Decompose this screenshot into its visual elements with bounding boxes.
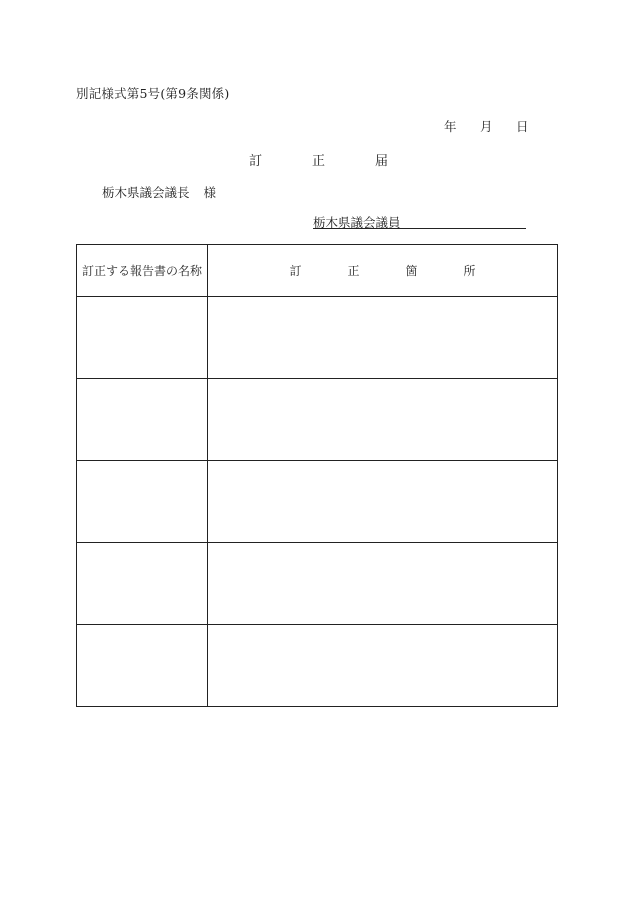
- report-name-cell[interactable]: [77, 379, 208, 461]
- title-char-2: 正: [312, 154, 326, 169]
- table-row: [77, 379, 558, 461]
- report-name-cell[interactable]: [77, 461, 208, 543]
- table-row: [77, 297, 558, 379]
- report-name-cell[interactable]: [77, 543, 208, 625]
- header-correction-char-3: 箇: [405, 264, 418, 278]
- title-char-3: 届: [375, 154, 389, 169]
- report-name-cell[interactable]: [77, 297, 208, 379]
- header-correction-char-1: 訂: [289, 264, 302, 278]
- correction-cell[interactable]: [208, 297, 558, 379]
- date-month: 月: [480, 119, 493, 134]
- header-correction-char-2: 正: [347, 264, 360, 278]
- header-correction-char-4: 所: [463, 264, 476, 278]
- form-number: 別記様式第5号(第9条関係): [76, 86, 230, 101]
- report-name-cell[interactable]: [77, 625, 208, 707]
- addressee-honorific: 様: [203, 185, 217, 200]
- document-title: [249, 150, 438, 169]
- title-char-1: 訂: [249, 154, 263, 169]
- member-label: 栃木県議会議員: [313, 215, 401, 230]
- correction-table: [76, 244, 558, 707]
- member-signature-line[interactable]: [313, 213, 526, 229]
- addressee-name: 栃木県議会議長: [102, 185, 190, 200]
- correction-cell[interactable]: [208, 461, 558, 543]
- correction-cell[interactable]: [208, 625, 558, 707]
- correction-cell[interactable]: [208, 379, 558, 461]
- table-row: [77, 543, 558, 625]
- table-header-row: [77, 245, 558, 297]
- date-day: 日: [516, 119, 529, 134]
- table-row: [77, 461, 558, 543]
- header-report-name: 訂正する報告書の名称: [77, 245, 208, 297]
- header-correction: [208, 245, 558, 297]
- correction-cell[interactable]: [208, 543, 558, 625]
- date-year: 年: [444, 119, 457, 134]
- addressee: [102, 183, 216, 201]
- date-line: [444, 117, 529, 135]
- table-row: [77, 625, 558, 707]
